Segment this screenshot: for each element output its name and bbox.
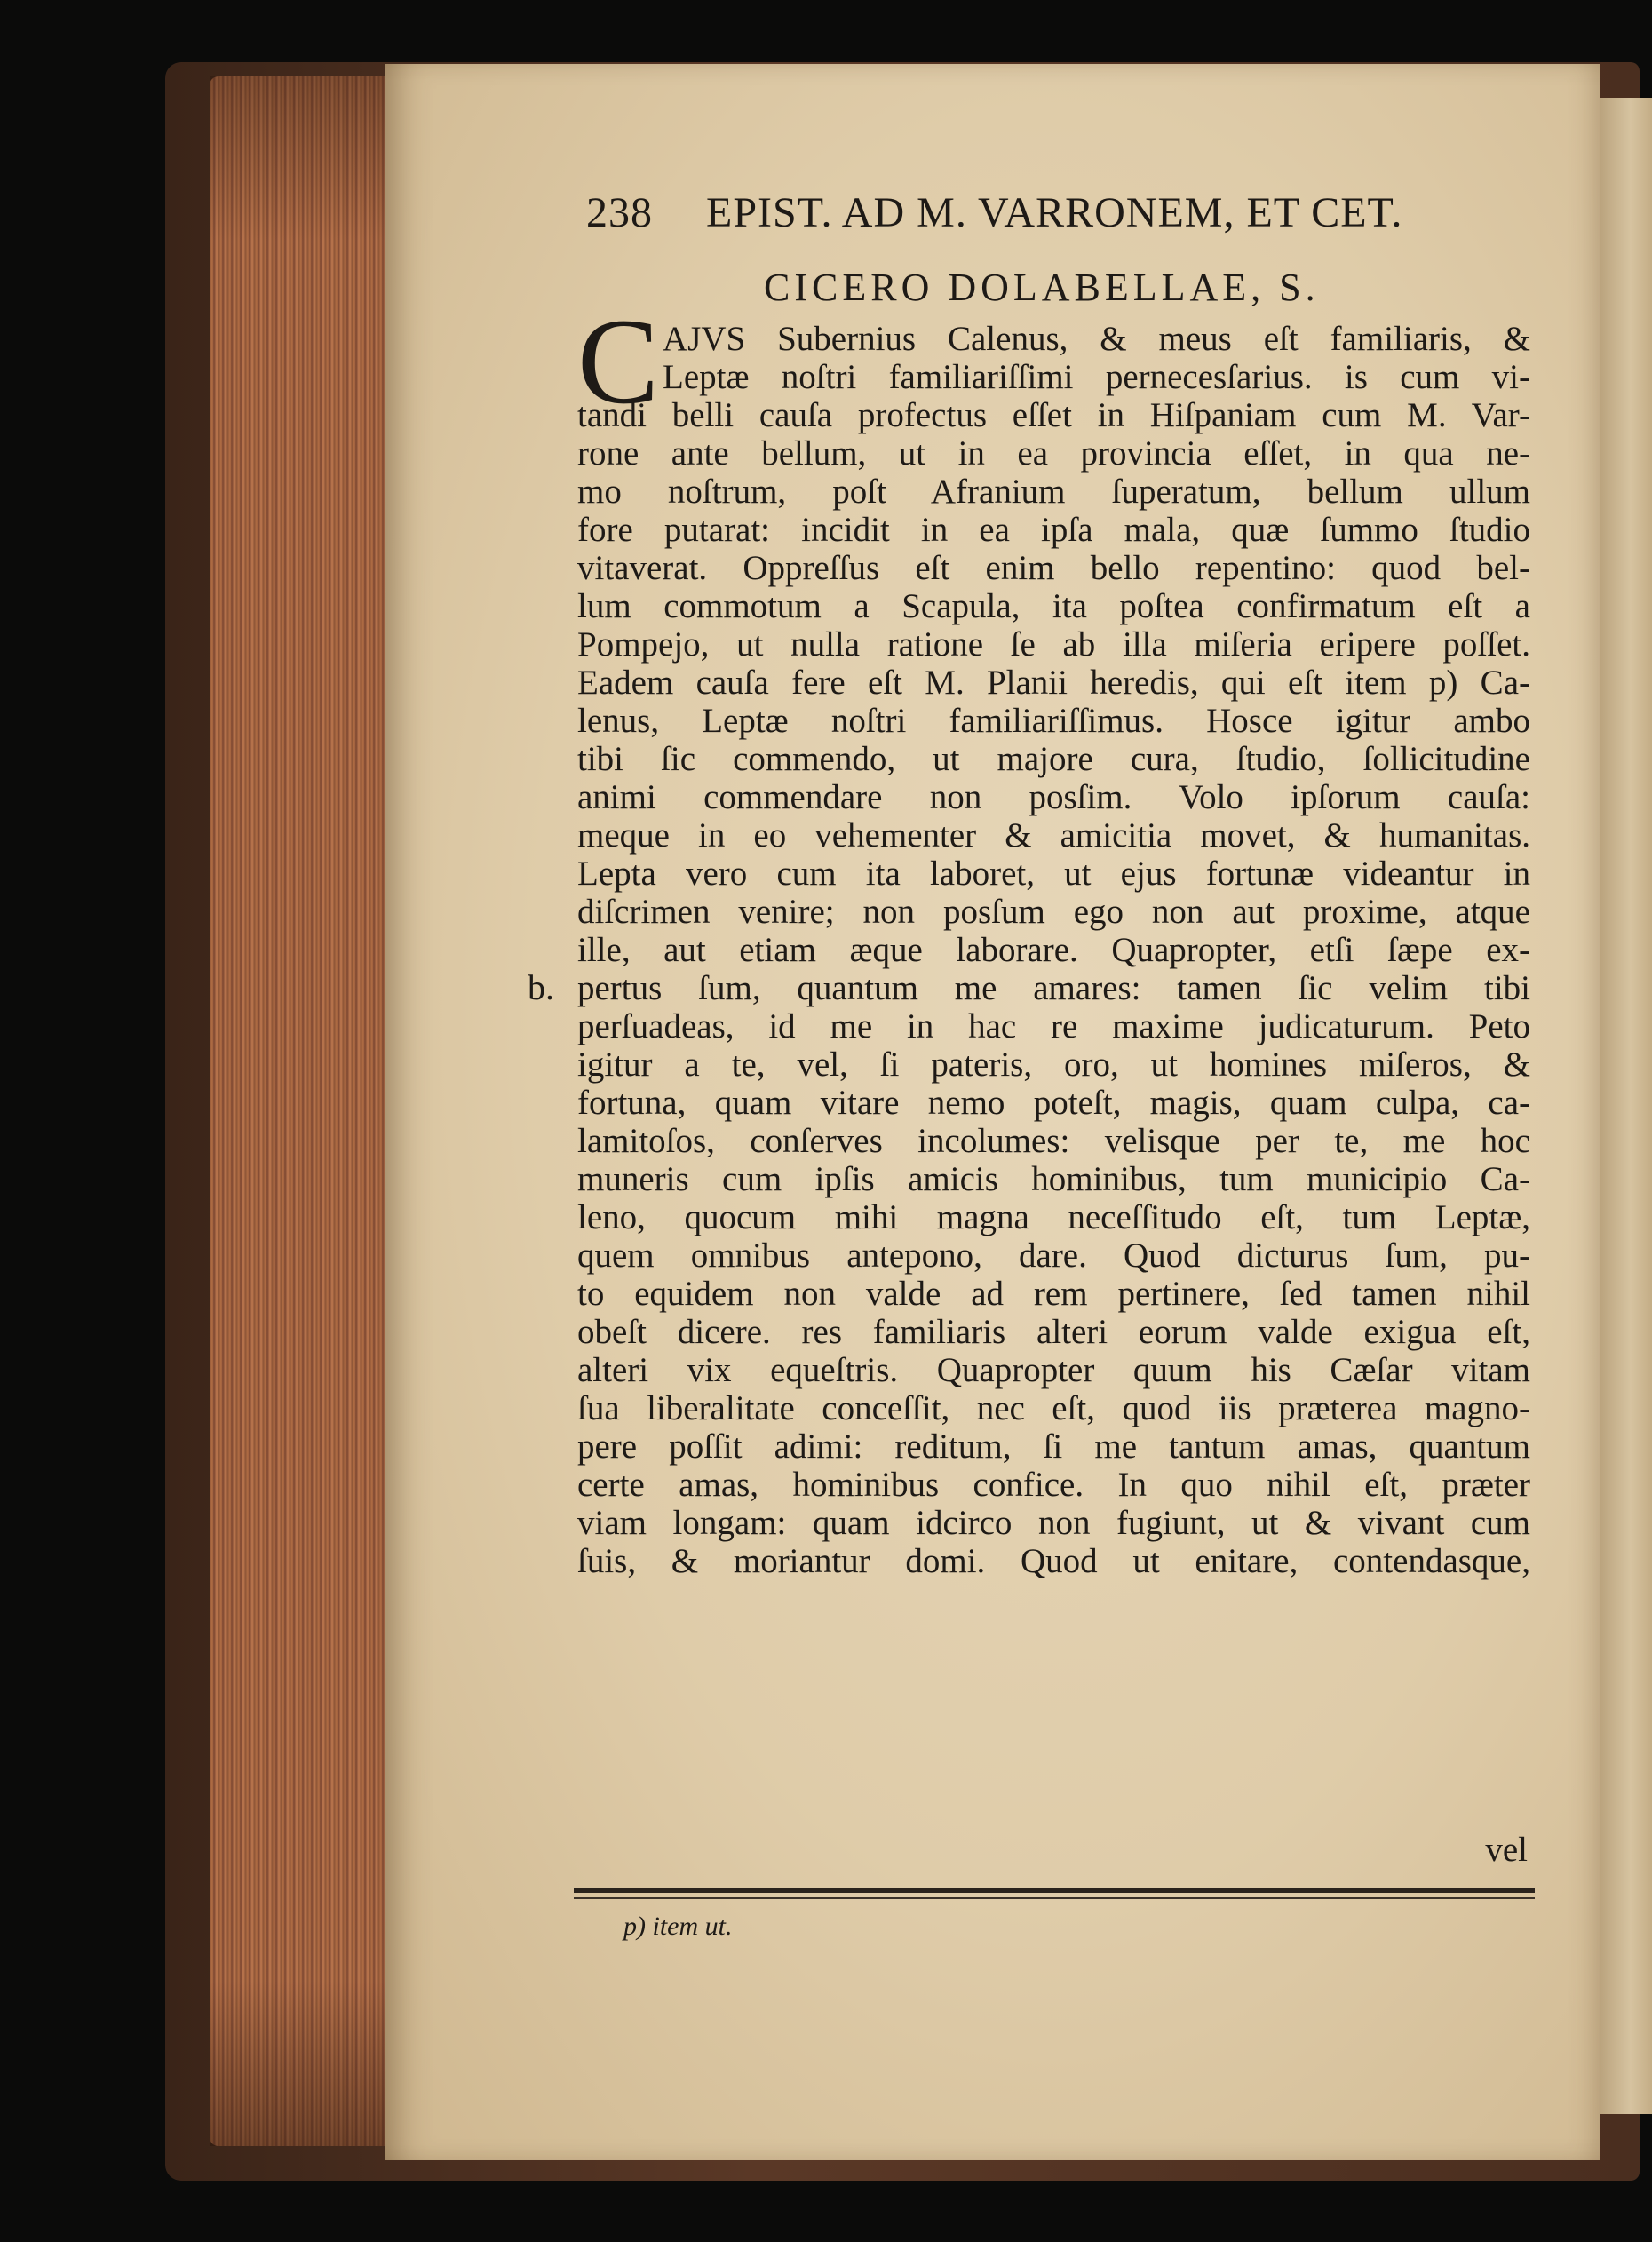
text-line: vitaverat. Oppreſſus eſt enim bello repentino: quod bel- [577,549,1530,587]
running-head [586,188,1474,237]
footnote: p) item ut. [623,1912,733,1941]
text-line: pertus ſum, quantum me amares: tamen ſic velim tibi [577,969,1530,1007]
page-number: 238 [586,189,653,236]
text-line: perſuadeas, id me in hac re maxime judicaturum. Peto [577,1007,1530,1045]
text-line: tibi ſic commendo, ut majore cura, ſtudio, ſollicitudine [577,740,1530,778]
drop-initial: C [577,293,660,429]
letter-title: CICERO DOLABELLAE, S. [764,266,1320,309]
text-line: animi commendare non posſim. Volo ipſorum cauſa: [577,778,1530,816]
text-line: leno, quocum mihi magna neceſſitudo eſt, tum Leptæ, [577,1198,1530,1236]
text-line: Lepta vero cum ita laboret, ut ejus fortunæ videantur in [577,855,1530,893]
text-line: diſcrimen venire; non posſum ego non aut proxime, atque [577,893,1530,931]
text-line: meque in eo vehementer & amicitia movet, & humanitas. [577,816,1530,855]
margin-note: b. [528,967,554,1007]
text-line: fore putarat: incidit in ea ipſa mala, quæ ſummo ſtudio [577,511,1530,549]
text-line: rone ante bellum, ut in ea provincia eſſet, in qua ne- [577,434,1530,473]
facing-page-edge [1599,98,1652,2114]
page-edges [210,76,387,2146]
text-line: lamitoſos, conſerves incolumes: velisque per te, me hoc [577,1122,1530,1160]
text-line: mo noſtrum, poſt Afranium ſuperatum, bellum ullum [577,473,1530,511]
text-line: viam longam: quam idcirco non fugiunt, ut & vivant cum [577,1504,1530,1542]
text-line: to equidem non valde ad rem pertinere, ſed tamen nihil [577,1275,1530,1313]
text-line: quem omnibus antepono, dare. Quod dicturus ſum, pu- [577,1236,1530,1275]
text-line: lum commotum a Scapula, ita poſtea confirmatum eſt a [577,587,1530,625]
text-line: obeſt dicere. res familiaris alteri eorum valde exigua eſt, [577,1313,1530,1351]
text-line: tandi belli cauſa profectus eſſet in Hiſpaniam cum M. Var- [577,396,1530,434]
text-line: igitur a te, vel, ſi pateris, oro, ut homines miſeros, & [577,1045,1530,1084]
running-head-title: EPIST. AD M. VARRONEM, ET CET. [706,189,1403,236]
text-line: muneris cum ipſis amicis hominibus, tum municipio Ca- [577,1160,1530,1198]
text-line: ſuis, & moriantur domi. Quod ut enitare, contendasque, [577,1542,1530,1580]
text-line: Leptæ noſtri familiariſſimi pernecesſarius. is cum vi- [663,358,1530,396]
catchword: vel [1485,1831,1528,1869]
text-line: Eadem cauſa fere eſt M. Planii heredis, qui eſt item p) Ca- [577,664,1530,702]
text-line: pere poſſit adimi: reditum, ſi me tantum amas, quantum [577,1427,1530,1466]
text-line: ſua liberalitate conceſſit, nec eſt, quod iis præterea magno- [577,1389,1530,1427]
text-line: alteri vix equeſtris. Quapropter quum his Cæſar vitam [577,1351,1530,1389]
text-line: AJVS Subernius Calenus, & meus eſt familiaris, & [663,320,1530,358]
text-line: ille, aut etiam æque laborare. Quapropter, etſi ſæpe ex- [577,931,1530,969]
footnote-rule [574,1888,1535,1893]
text-line: certe amas, hominibus confice. In quo nihil eſt, præter [577,1466,1530,1504]
letter-body [577,320,1530,1580]
text-line: lenus, Leptæ noſtri familiariſſimus. Hosce igitur ambo [577,702,1530,740]
text-line: fortuna, quam vitare nemo poteſt, magis, quam culpa, ca- [577,1084,1530,1122]
text-line: Pompejo, ut nulla ratione ſe ab illa miſeria eripere poſſet. [577,625,1530,664]
